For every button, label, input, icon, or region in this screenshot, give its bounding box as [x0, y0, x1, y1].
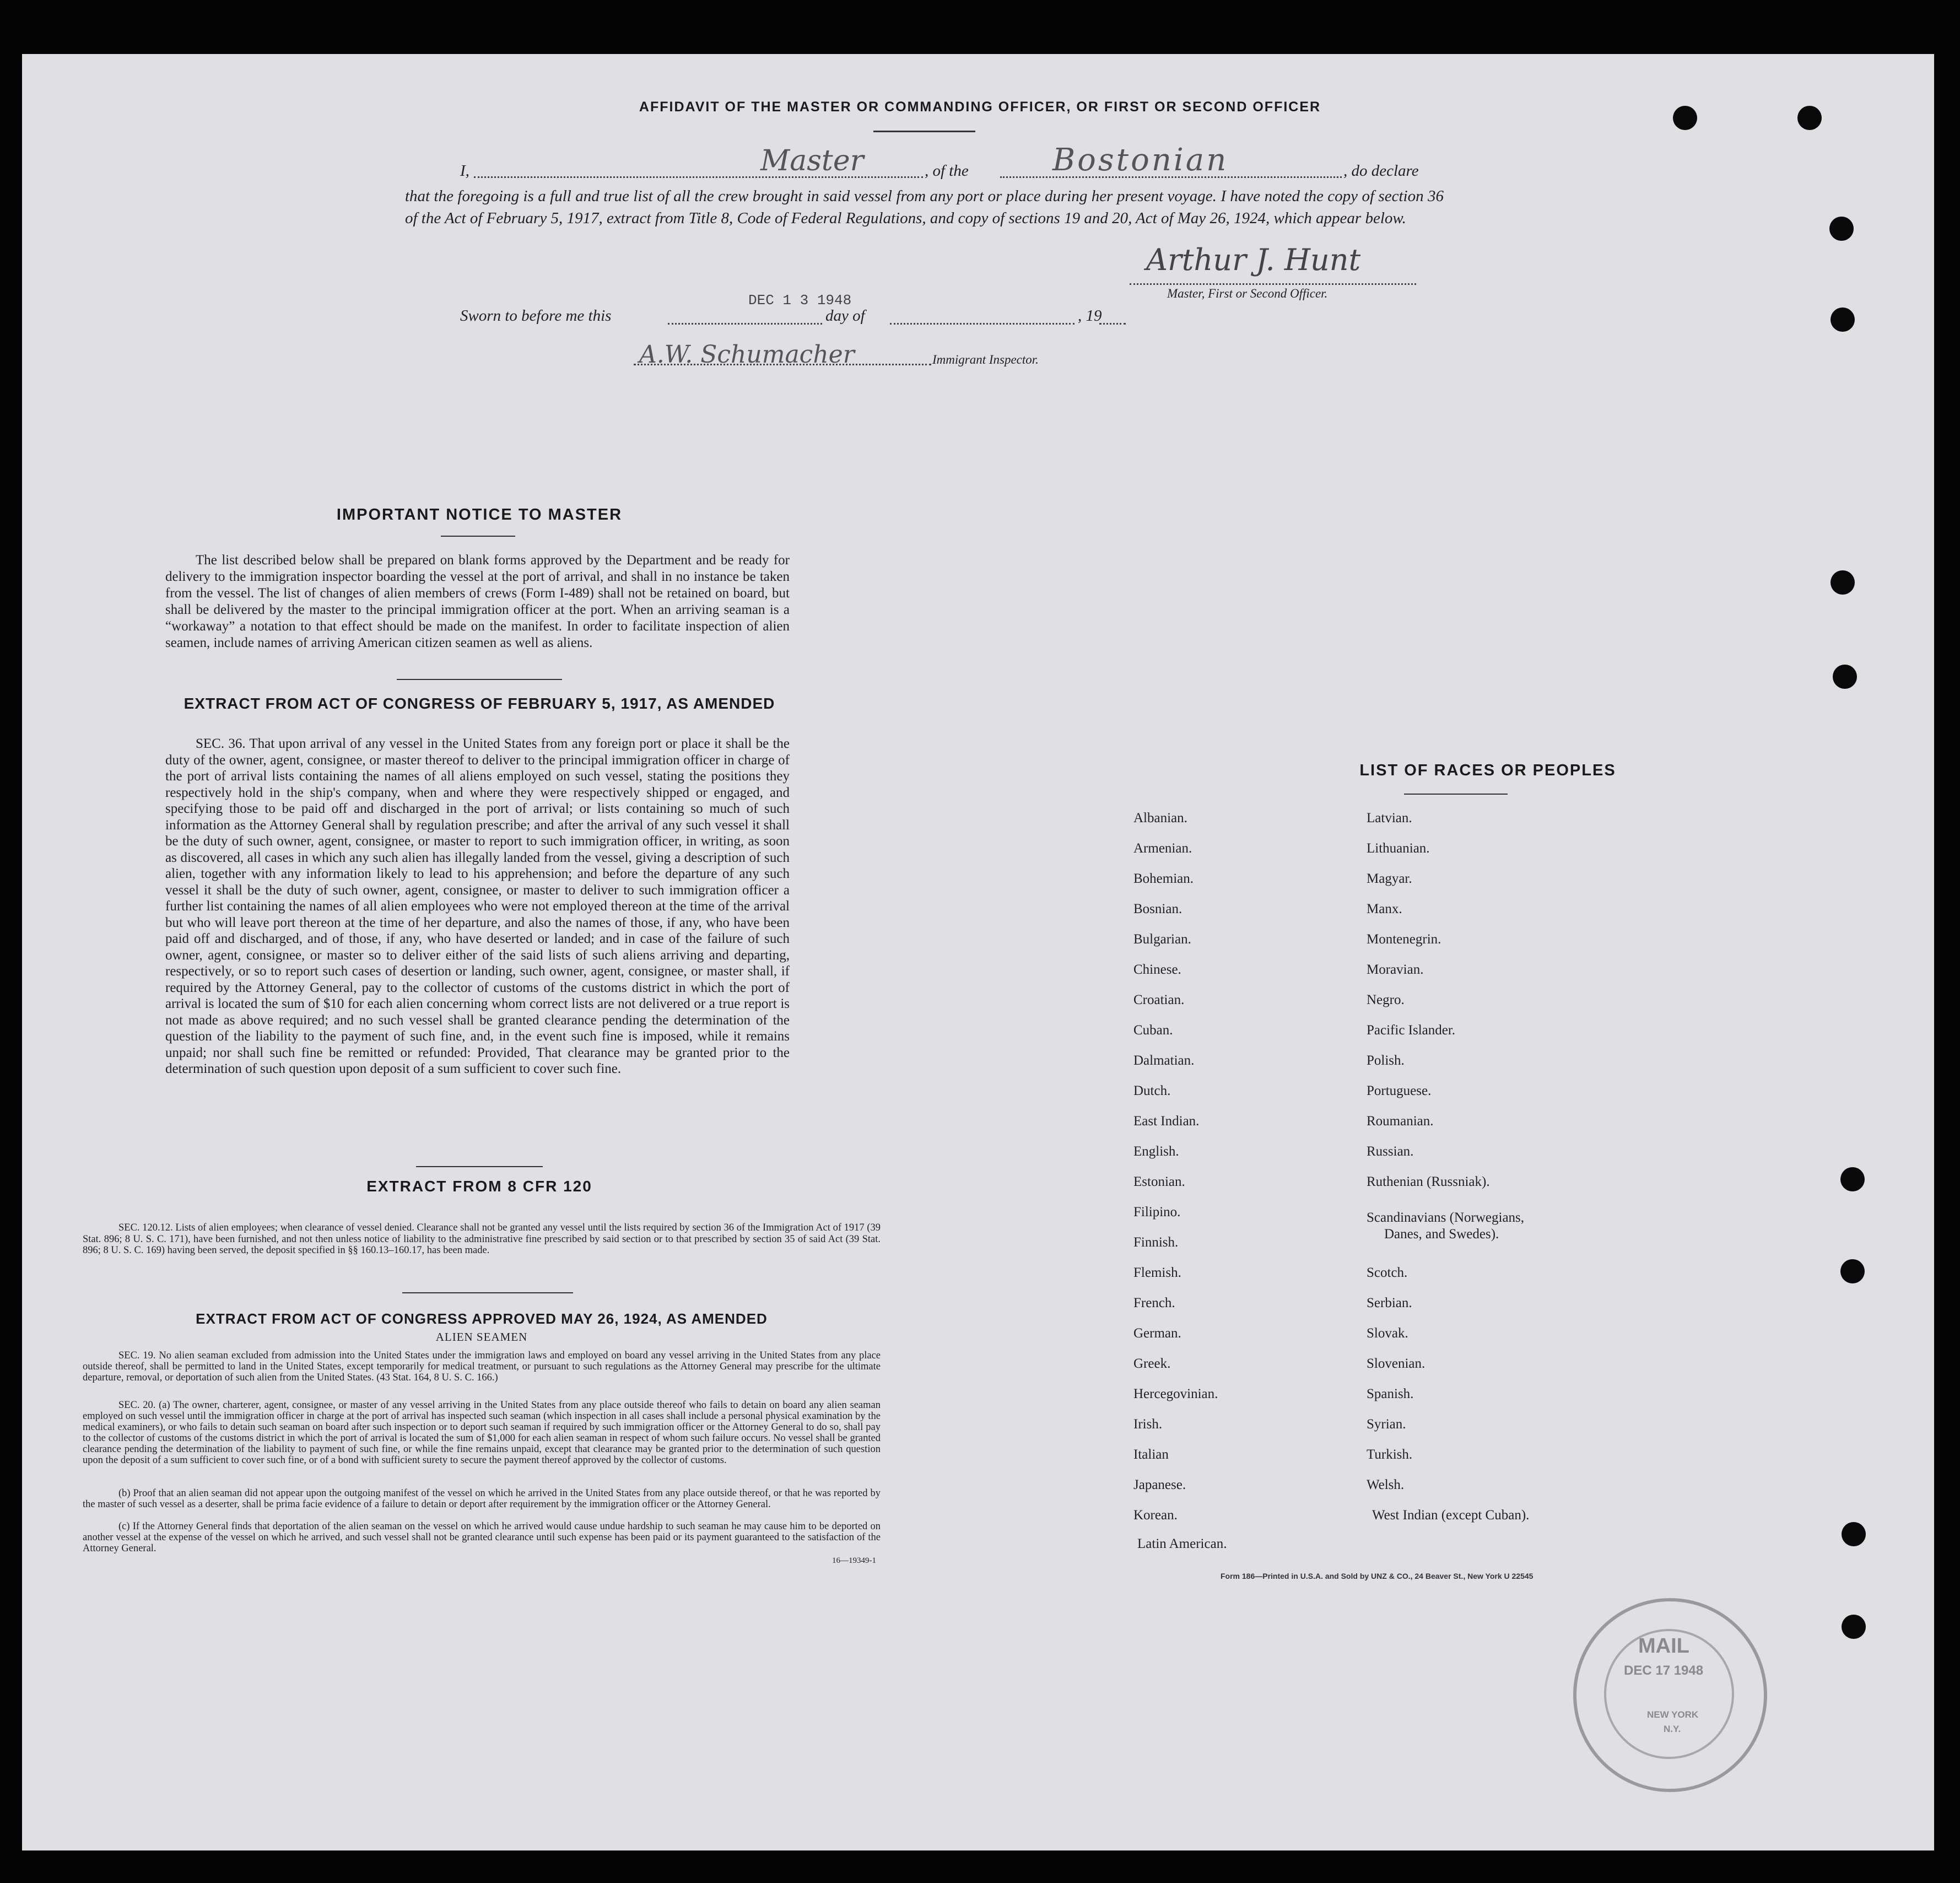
- race-left-10: Dutch.: [1133, 1083, 1171, 1098]
- sworn-day-blank: [668, 323, 822, 325]
- race-left-25: Latin American.: [1137, 1536, 1227, 1551]
- form-code-left: 16—19349-1: [832, 1556, 876, 1565]
- race-right-11: Roumanian.: [1367, 1114, 1434, 1129]
- race-right-13: Ruthenian (Russniak).: [1367, 1174, 1490, 1189]
- race-left-6: Chinese.: [1133, 962, 1181, 977]
- race-left-15: Finnish.: [1133, 1235, 1179, 1250]
- extract-1924-subheading: ALIEN SEAMEN: [435, 1330, 528, 1344]
- race-right-1: Latvian.: [1367, 811, 1412, 826]
- race-left-19: Greek.: [1133, 1356, 1171, 1371]
- notice-divider: [397, 679, 562, 680]
- race-left-17: French.: [1133, 1296, 1175, 1310]
- extract-1924-heading: EXTRACT FROM ACT OF CONGRESS APPROVED MAY 26, 1924, AS AMENDED: [196, 1310, 768, 1327]
- race-left-2: Armenian.: [1133, 841, 1192, 856]
- race-left-9: Dalmatian.: [1133, 1053, 1195, 1068]
- race-right-6: Moravian.: [1367, 962, 1424, 977]
- race-left-23: Japanese.: [1133, 1477, 1186, 1492]
- race-right-16: Scotch.: [1367, 1265, 1408, 1280]
- race-left-22: Italian: [1133, 1447, 1169, 1462]
- race-left-5: Bulgarian.: [1133, 932, 1191, 947]
- race-right-2: Lithuanian.: [1367, 841, 1430, 856]
- stamp-date: DEC 17 1948: [1624, 1663, 1704, 1678]
- extract-1917-divider: [416, 1166, 543, 1167]
- handwritten-master: Master: [760, 144, 864, 177]
- race-right-14: Scandinavians (Norwegians,: [1367, 1210, 1525, 1225]
- race-left-7: Croatian.: [1133, 992, 1185, 1007]
- race-right-18: Slovak.: [1367, 1326, 1408, 1341]
- title-underline: [873, 131, 975, 132]
- race-right-9: Polish.: [1367, 1053, 1405, 1068]
- cfr-divider: [402, 1292, 573, 1293]
- race-left-21: Irish.: [1133, 1417, 1163, 1432]
- race-right-17: Serbian.: [1367, 1296, 1412, 1310]
- notice-heading-rule: [441, 536, 515, 537]
- race-left-14: Filipino.: [1133, 1205, 1181, 1220]
- sworn-label: Sworn to before me this: [460, 307, 612, 325]
- extract-1924-sec19: SEC. 19. No alien seaman excluded from admission into the United States under the immigration laws and employed on board any vessel arriving in the United States from any place outside thereof, shall be permitted to land in the United States, except temporarily for medical treatment, or pursuant to such regulations as the Attorney General may prescribe for the ultimate departure, removal, or deportation of such alien from the United States. (43 Stat. 164, 8 U. S. C. 166.): [83, 1350, 881, 1383]
- notice-text: The list described below shall be prepared on blank forms approved by the Department and be ready for delivery to the immigration inspector boarding the vessel at the port of arrival, and shall in no instance be taken from the vessel. The list of changes of alien members of crews (Form I-489) shall not be retained on board, but shall be delivered by the master to the principal immigration officer at the port. When an arriving seaman is a “workaway” a notation to that effect should be made on the manifest. In order to facilitate inspection of alien seamen, include names of arriving American citizen seamen as well as aliens.: [165, 553, 790, 650]
- race-left-3: Bohemian.: [1133, 871, 1194, 886]
- stamp-mail-label: MAIL: [1638, 1634, 1689, 1658]
- race-left-4: Bosnian.: [1133, 902, 1183, 916]
- race-left-24: Korean.: [1133, 1508, 1178, 1523]
- punch-hole-6: [1833, 665, 1857, 689]
- day-of-label: day of: [825, 307, 865, 325]
- notice-heading: IMPORTANT NOTICE TO MASTER: [336, 506, 623, 524]
- handwritten-vessel: Bostonian: [1052, 142, 1229, 178]
- race-right-21: Syrian.: [1367, 1417, 1406, 1432]
- punch-hole-9: [1842, 1522, 1866, 1546]
- declaration-text: that the foregoing is a full and true list of all the crew brought in said vessel from any port or place during her present voyage. I have noted the copy of section 36 of the Act of February 5, 1917, extract from Title 8, Code of Federal Regulations, and copy of sections 19 and 20, Act of May 26, 1924, which appear below.: [405, 187, 1444, 227]
- race-left-18: German.: [1133, 1326, 1181, 1341]
- punch-hole-7: [1840, 1167, 1865, 1191]
- master-caption: Master, First or Second Officer.: [1167, 287, 1328, 300]
- race-left-8: Cuban.: [1133, 1023, 1173, 1038]
- extract-1924-sec20a: SEC. 20. (a) The owner, charterer, agent, consignee, or master of any vessel arriving in the United States from any place outside thereof who fails to detain on board any alien seaman employed on such vessel until the immigration officer in charge at the port of arrival has inspected such seaman (which inspection in all cases shall include a personal physical examination by the medical examiners), or who fails to detain such seaman on board after such inspection or to deport such seaman if required by such immigration officer or the Attorney General to do so, shall pay to the collector of customs of the customs district in which the port of arrival is located the sum of $1,000 for each alien seaman in respect of whom such failure occurs. No vessel shall be granted clearance pending the determination of the liability to payment of such fine, or while the fine remains unpaid, except that clearance may be granted prior to the determination of such question upon the deposit of a sum sufficient to cover such fine, or of a bond with sufficient surety to secure the payment thereof approved by the collector of customs.: [83, 1400, 881, 1466]
- punch-hole-4: [1831, 307, 1855, 332]
- race-right-22: Turkish.: [1367, 1447, 1413, 1462]
- extract-1917-heading: EXTRACT FROM ACT OF CONGRESS OF FEBRUARY 5, 1917, AS AMENDED: [183, 695, 775, 712]
- month-blank: [890, 323, 1075, 325]
- punch-hole-5: [1831, 570, 1855, 595]
- race-right-10: Portuguese.: [1367, 1083, 1432, 1098]
- printer-imprint: Form 186—Printed in U.S.A. and Sold by UNZ & CO., 24 Beaver St., New York U 22545: [1221, 1572, 1534, 1580]
- race-right-24: West Indian (except Cuban).: [1372, 1508, 1530, 1523]
- stamp-state: N.Y.: [1664, 1724, 1681, 1734]
- cfr-heading: EXTRACT FROM 8 CFR 120: [366, 1178, 592, 1195]
- races-heading: LIST OF RACES OR PEOPLES: [1359, 762, 1616, 779]
- inspector-caption: Immigrant Inspector.: [932, 353, 1039, 366]
- year-label: , 19: [1078, 307, 1102, 325]
- race-right-3: Magyar.: [1367, 871, 1412, 886]
- punch-hole-8: [1840, 1259, 1865, 1283]
- race-left-13: Estonian.: [1133, 1174, 1185, 1189]
- race-left-16: Flemish.: [1133, 1265, 1181, 1280]
- inspector-signature: A.W. Schumacher: [639, 341, 855, 369]
- affidavit-title: AFFIDAVIT OF THE MASTER OR COMMANDING OFFICER, OR FIRST OR SECOND OFFICER: [639, 99, 1321, 115]
- races-heading-rule: [1404, 794, 1508, 795]
- signature-blank: [1130, 283, 1416, 285]
- master-signature: Arthur J. Hunt: [1146, 242, 1361, 277]
- race-left-12: English.: [1133, 1144, 1179, 1159]
- date-stamp: DEC 1 3 1948: [748, 292, 852, 309]
- punch-hole-10: [1842, 1615, 1866, 1639]
- race-right-7: Negro.: [1367, 992, 1405, 1007]
- race-left-11: East Indian.: [1133, 1114, 1200, 1129]
- stamp-city: NEW YORK: [1647, 1709, 1699, 1720]
- race-right-20: Spanish.: [1367, 1386, 1414, 1401]
- extract-1924-sec20b: (b) Proof that an alien seaman did not appear upon the outgoing manifest of the vessel on which he arrived in the United States from any place outside thereof, or that he was reported by the master of such vessel as a deserter, shall be prima facie evidence of a failure to detain or deport after requirement by the immigration officer or the Attorney General.: [83, 1488, 881, 1510]
- punch-hole-3: [1829, 217, 1854, 241]
- year-blank: [1099, 323, 1126, 325]
- race-right-4: Manx.: [1367, 902, 1402, 916]
- race-left-1: Albanian.: [1133, 811, 1187, 826]
- extract-1924-sec20c: (c) If the Attorney General finds that deportation of the alien seaman on the vessel on which he arrived would cause undue hardship to such seaman he may cause him to be deported on another vessel at the expense of the vessel on which he arrived, and such vessel shall not be granted clearance until such expense has been paid or its payment guaranteed to the satisfaction of the Attorney General.: [83, 1521, 881, 1554]
- declaration-i: I,: [460, 162, 469, 180]
- race-left-20: Hercegovinian.: [1133, 1386, 1218, 1401]
- race-right-19: Slovenian.: [1367, 1356, 1426, 1371]
- do-declare-label: , do declare: [1343, 162, 1419, 180]
- race-right-23: Welsh.: [1367, 1477, 1405, 1492]
- extract-1917-text: SEC. 36. That upon arrival of any vessel in the United States from any foreign port or place it shall be the duty of the owner, agent, consignee, or master thereof to deliver to the principal immigration officer in charge of the port of arrival lists containing the names of all aliens employed on such vessel, stating the positions they respectively hold in the ship's company, when and where they were respectively shipped or engaged, and specifying those to be paid off and discharged in the port of arrival; or lists containing so much of such information as the Attorney General shall by regulation prescribe; and after the arrival of any such vessel it shall be the duty of such owner, agent, consignee, or master to report to such immigration officer, in writing, as soon as discovered, all cases in which any such alien has illegally landed from the vessel, giving a description of such alien, together with any information likely to lead to his apprehension; and before the departure of any such vessel it shall be the duty of such owner, agent, consignee, or master to deliver to such immigration officer a further list containing the names of all alien employees who were not employed thereon at the time of the arrival but who will leave port thereon at the time of her departure, and also the names of those, if any, who have been paid off and discharged, and of those, if any, who have deserted or landed; and in case of the failure of such owner, agent, consignee, or master so to deliver either of the said lists of such aliens arriving and departing, respectively, or so to report such cases of desertion or landing, such owner, agent, consignee, or master shall, if required by the Attorney General, pay to the collector of customs of the customs district in which the port of arrival is located the sum of $10 for each alien concerning whom correct lists are not delivered or a true report is not made as above required; and no such vessel shall be granted clearance pending the determination of the question of the liability to the payment of such fine, and, in the event such fine is imposed, while it remains unpaid; nor shall such fine be remitted or refunded: Provided, That clearance may be granted prior to the determination of such question upon deposit of a sum sufficient to cover such fine.: [165, 736, 790, 1076]
- of-the-label: , of the: [925, 162, 969, 180]
- race-right-5: Montenegrin.: [1367, 932, 1441, 947]
- cfr-text: SEC. 120.12. Lists of alien employees; when clearance of vessel denied. Clearance shall not be granted any vessel until the lists required by section 36 of the Immigration Act of 1917 (39 Stat. 896; 8 U. S. C. 171), have been furnished, and not then unless notice of liability to the administrative fine prescribed by said section or to that prescribed by section 35 of said Act (39 Stat. 896; 8 U. S. C. 169) having been served, the deposit specified in §§ 160.13–160.17, has been made.: [83, 1222, 881, 1256]
- race-right-8: Pacific Islander.: [1367, 1023, 1456, 1038]
- race-right-15: Danes, and Swedes).: [1384, 1227, 1499, 1242]
- mail-stamp: [1573, 1598, 1767, 1792]
- race-right-12: Russian.: [1367, 1144, 1414, 1159]
